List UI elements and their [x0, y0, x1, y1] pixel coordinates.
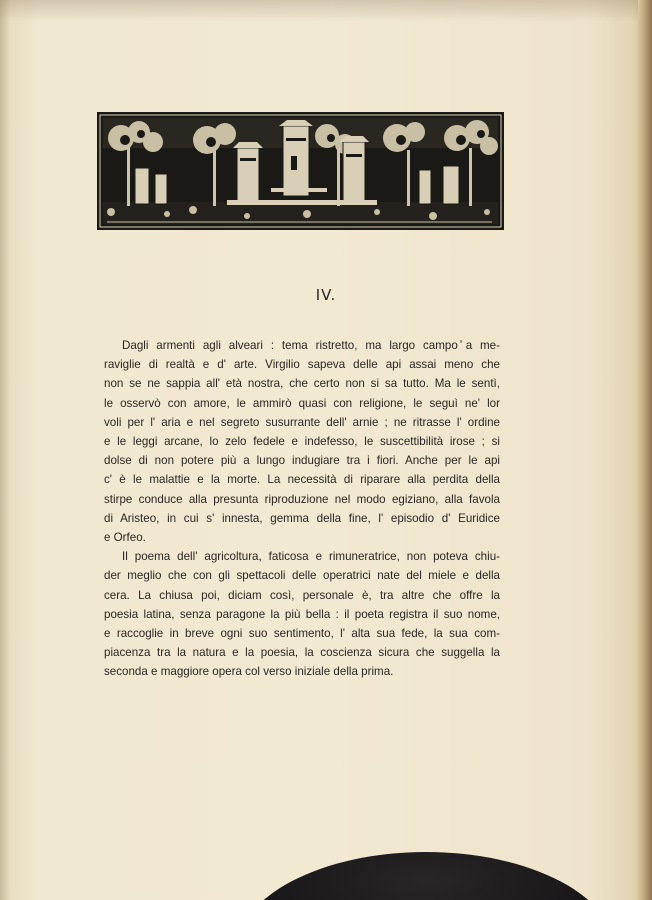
text-line: e Orfeo.: [104, 531, 146, 545]
text-line: piacenza tra la natura e la poesia, la coscienza sicura che suggella la: [104, 646, 500, 660]
text-line: seconda e maggiore opera col verso iniziale della prima.: [104, 665, 394, 679]
text-line: poesia latina, senza paragone la più bella : il poeta registra il suo nome,: [104, 607, 500, 621]
text-line: non se ne sappia all' età nostra, che certo non si sa tutto. Ma le sentì,: [104, 377, 500, 391]
text-line: der meglio che con gli spettacoli delle operatrici nate del miele e della: [104, 569, 500, 583]
text-line: c' è le malattie e la morte. La necessità di riparare alla perdita della: [104, 473, 500, 487]
gutter-shadow: [0, 0, 10, 900]
text-line: stirpe conduce alla presunta riproduzione nel modo egiziano, alla favola: [104, 492, 500, 506]
dark-object-foreground: [236, 852, 616, 900]
text-line: e raccoglie in breve ogni suo sentimento, l' alta sua fede, la sua com-: [104, 627, 500, 641]
text-line: dolse di non potere più a lungo indugiare tra i fiori. Anche per le api: [104, 454, 500, 468]
page-edge: [638, 0, 652, 900]
paragraph-2: [104, 547, 500, 681]
text-line: Dagli armenti agli alveari : tema ristretto, ma largo campo ̓a me-: [122, 339, 500, 352]
text-line: voli per l' aria e nel segreto susurrante dell' arnie ; ne ritrasse l' ordine: [104, 415, 500, 429]
paragraph-1: [104, 336, 500, 547]
text-line: raviglie di realtà e d' arte. Virgilio sapeva delle api assai meno che: [104, 358, 500, 372]
top-shadow: [0, 0, 652, 22]
text-line: le osservò con amore, le ammirò quasi con religione, le seguì ne' lor: [104, 396, 500, 410]
beehive-garden-woodcut-illustration: [97, 112, 504, 230]
text-line: di Aristeo, in cui s' innesta, gemma della fine, l' episodio d' Euridice: [104, 511, 500, 525]
text-line: cera. La chiusa poi, diciam così, personale è, tra altre che offre la: [104, 588, 500, 602]
text-line: e le leggi arcane, lo zelo fedele e indefesso, le suscettibilità irose ; si: [104, 435, 500, 449]
chapter-numeral: IV.: [315, 286, 337, 304]
text-line: Il poema dell' agricoltura, faticosa e rimuneratrice, non poteva chiu-: [122, 550, 500, 564]
chapter-body: [104, 336, 500, 682]
